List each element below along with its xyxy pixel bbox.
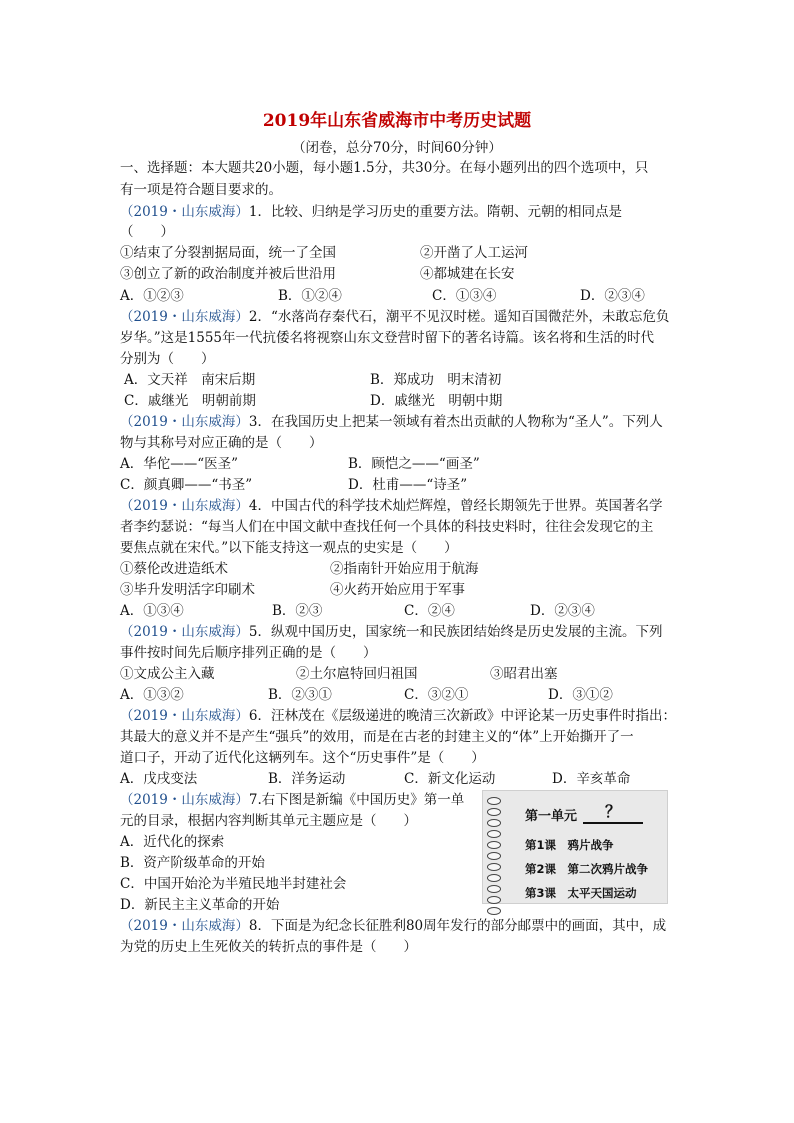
option-b: B．郑成功 明末清初 <box>370 372 502 388</box>
option-b: B．资产阶级革命的开始 <box>120 855 265 871</box>
question-2-cont: 分别为（ ） <box>120 351 215 367</box>
section-heading-cont: 有一项是符合题目要求的。 <box>120 182 282 198</box>
option-d: D．③①② <box>548 687 613 703</box>
exam-info: （闭卷，总分70分，时间60分钟） <box>292 140 502 156</box>
question-4-cont: 者李约瑟说：“每当人们在中国文献中查找任何一个具体的科技史料时，往往会发现它的主 <box>120 519 654 535</box>
option-c: C．颜真卿——“书圣” <box>120 477 253 493</box>
option-a: A．①②③ <box>120 288 184 304</box>
option-d: D．②③④ <box>530 603 595 619</box>
textbook-contents-image <box>482 790 668 904</box>
statement-item: ②开凿了人工运河 <box>420 245 528 261</box>
unit-unknown-mark: ？ <box>583 799 643 824</box>
option-a: A．戊戌变法 <box>120 771 198 787</box>
option-c: C．中国开始沦为半殖民地半封建社会 <box>120 876 347 892</box>
page-title: 2019年山东省威海市中考历史试题 <box>262 111 532 131</box>
option-d: D．新民主主义革命的开始 <box>120 897 280 913</box>
option-b: B．②③ <box>272 603 323 619</box>
question-8-cont: 为党的历史上生死攸关的转折点的事件是（ ） <box>120 939 417 955</box>
question-7: （2019・山东威海）7.右下图是新编《中国历史》第一单 <box>120 792 465 808</box>
option-a: A．文天祥 南宋后期 <box>124 372 256 388</box>
option-b: B．①②④ <box>278 288 342 304</box>
statement-item: ①文成公主入藏 <box>120 666 215 682</box>
question-6: （2019・山东威海）6．汪林茂在《层级递进的晚清三次新政》中评论某一历史事件时指出： <box>120 708 676 724</box>
option-b: B．洋务运动 <box>268 771 346 787</box>
source-tag: （2019・山东威海） <box>120 204 249 220</box>
lesson-item: 第2课 第二次鸦片战争 <box>525 862 649 876</box>
lesson-item: 第3课 太平天国运动 <box>525 886 637 900</box>
source-tag: （2019・山东威海） <box>120 624 249 640</box>
question-5-cont: 事件按时间先后顺序排列正确的是（ ） <box>120 645 377 661</box>
question-1-bracket: （ ） <box>120 224 174 240</box>
question-4-cont: 要焦点就在宋代。”以下能支持这一观点的史实是（ ） <box>120 540 458 556</box>
unit-label: 第一单元 <box>525 809 578 824</box>
statement-item: ①蔡伦改进造纸术 <box>120 561 228 577</box>
option-c: C．①③④ <box>432 288 497 304</box>
option-b: B．②③① <box>268 687 332 703</box>
option-a: A．近代化的探索 <box>120 834 225 850</box>
statement-item: ④火药开始应用于军事 <box>330 582 465 598</box>
source-tag: （2019・山东威海） <box>120 414 249 430</box>
statement-item: ②指南针开始应用于航海 <box>330 561 479 577</box>
option-d: D．戚继光 明朝中期 <box>370 393 503 409</box>
option-c: C．戚继光 明朝前期 <box>124 393 256 409</box>
question-6-cont: 其最大的意义并不是产生“强兵”的效用，而是在古老的封建主义的“体”上开始撕开了一 <box>120 729 634 745</box>
question-8: （2019・山东威海）8．下面是为纪念长征胜利80周年发行的部分邮票中的画面，其中，成 <box>120 918 667 934</box>
statement-item: ②土尔扈特回归祖国 <box>296 666 418 682</box>
question-3-cont: 物与其称号对应正确的是（ ） <box>120 435 323 451</box>
option-d: D．杜甫——“诗圣” <box>348 477 468 493</box>
statement-item: ③毕升发明活字印刷术 <box>120 582 255 598</box>
source-tag: （2019・山东威海） <box>120 918 249 934</box>
source-tag: （2019・山东威海） <box>120 792 249 808</box>
source-tag: （2019・山东威海） <box>120 309 249 325</box>
option-c: C．新文化运动 <box>404 771 496 787</box>
statement-item: ③昭君出塞 <box>490 666 558 682</box>
option-c: C．②④ <box>404 603 455 619</box>
question-3: （2019・山东威海）3．在我国历史上把某一领域有着杰出贡献的人物称为“圣人”。下列人 <box>120 414 663 430</box>
option-c: C．③②① <box>404 687 469 703</box>
question-6-cont: 道口子，开动了近代化这辆列车。这个“历史事件”是（ ） <box>120 750 485 766</box>
statement-item: ③创立了新的政治制度并被后世沿用 <box>120 266 336 282</box>
section-heading: 一、选择题：本大题共20小题，每小题1.5分，共30分。在每小题列出的四个选项中，只 <box>120 160 649 176</box>
lesson-item: 第1课 鸦片战争 <box>525 838 614 852</box>
question-7-cont: 元的目录，根据内容判断其单元主题应是（ ） <box>120 813 417 829</box>
option-b: B．顾恺之——“画圣” <box>348 456 480 472</box>
question-4: （2019・山东威海）4．中国古代的科学技术灿烂辉煌，曾经长期领先于世界。英国著名学 <box>120 498 663 514</box>
notebook-spiral-icon <box>487 797 503 897</box>
statement-item: ①结束了分裂割据局面，统一了全国 <box>120 245 336 261</box>
question-5: （2019・山东威海）5．纵观中国历史，国家统一和民族团结始终是历史发展的主流。下列 <box>120 624 663 640</box>
question-2-cont: 岁华。”这是1555年一代抗倭名将视察山东文登营时留下的著名诗篇。该名将和生活的时代 <box>120 330 655 346</box>
source-tag: （2019・山东威海） <box>120 498 249 514</box>
option-d: D．辛亥革命 <box>552 771 631 787</box>
question-1: （2019・山东威海）1．比较、归纳是学习历史的重要方法。隋朝、元朝的相同点是 <box>120 204 622 220</box>
question-2: （2019・山东威海）2．“水落尚存秦代石，潮平不见汉时槎。遥知百国微茫外，未敢忘危负 <box>120 309 670 325</box>
option-a: A．华佗——“医圣” <box>120 456 239 472</box>
source-tag: （2019・山东威海） <box>120 708 249 724</box>
option-a: A．①③④ <box>120 603 184 619</box>
option-d: D．②③④ <box>580 288 645 304</box>
option-a: A．①③② <box>120 687 184 703</box>
statement-item: ④都城建在长安 <box>420 266 515 282</box>
